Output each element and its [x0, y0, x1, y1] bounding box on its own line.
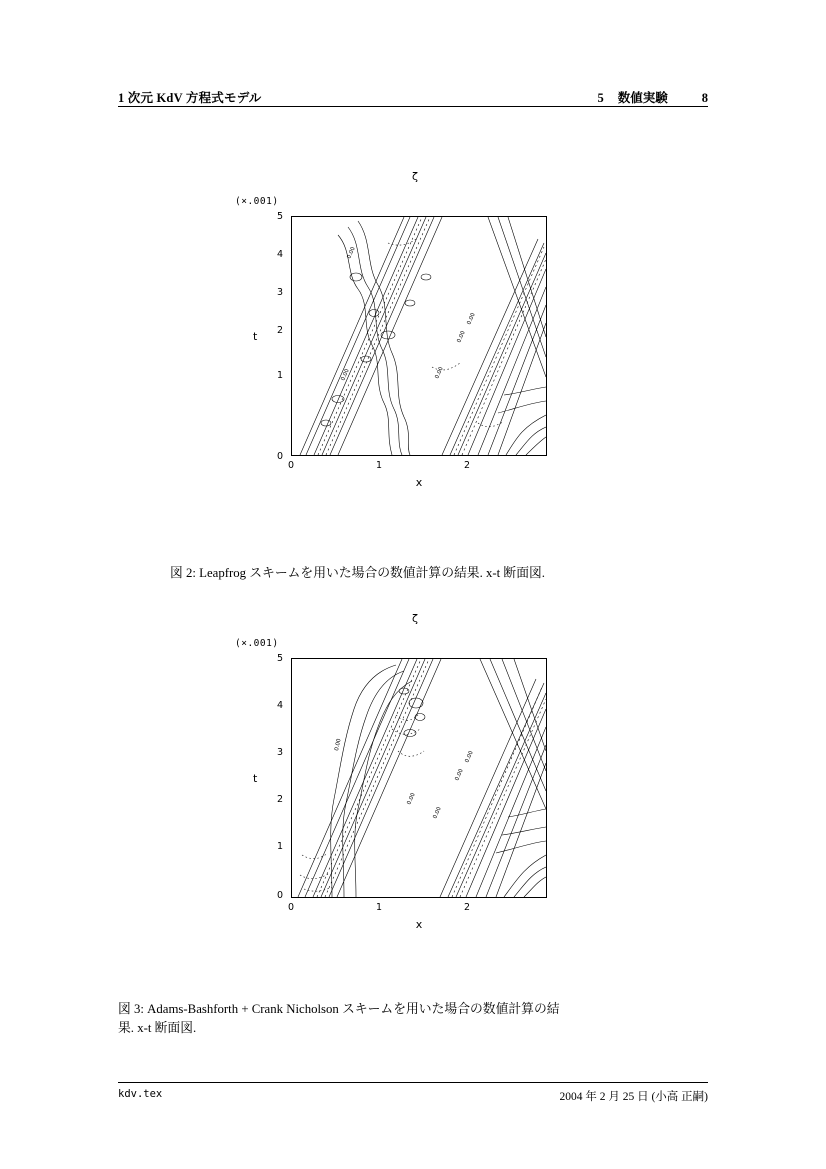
- figure-2-plot: [225, 170, 605, 500]
- y-tick-2: 2: [276, 794, 283, 805]
- y-tick-1: 1: [276, 841, 283, 852]
- x-tick-1: 1: [375, 902, 383, 913]
- figure-3-caption-line2: 果. x-t 断面図.: [118, 1020, 197, 1035]
- contour-inline-label: 0.00: [406, 792, 417, 806]
- contour-inline-label: 0.00: [340, 368, 351, 382]
- plot-title: ζ: [412, 612, 418, 625]
- figure-2-caption: 図 2: Leapfrog スキームを用いた場合の数値計算の結果. x-t 断面図.: [170, 566, 545, 580]
- plot-y-axis-label: t: [253, 330, 258, 343]
- y-tick-0: 0: [276, 890, 283, 901]
- contour-inline-label: 0.00: [434, 366, 445, 380]
- y-tick-5: 5: [276, 653, 283, 664]
- running-head-section-title: 数値実験: [617, 91, 668, 105]
- y-tick-1: 1: [276, 370, 283, 381]
- x-tick-2: 2: [463, 460, 471, 471]
- contour-inline-label: 0.00: [456, 330, 467, 344]
- running-head-left-title: 1 次元 KdV 方程式モデル: [118, 91, 262, 105]
- plot-y-axis-label: t: [253, 772, 258, 785]
- x-tick-0: 0: [287, 460, 295, 471]
- y-tick-4: 4: [276, 700, 283, 711]
- plot-title: ζ: [412, 170, 418, 183]
- running-head-section-number: 5: [597, 91, 604, 105]
- contour-plot-area: [291, 658, 547, 898]
- y-tick-3: 3: [276, 287, 283, 298]
- x-tick-2: 2: [463, 902, 471, 913]
- x-tick-1: 1: [375, 460, 383, 471]
- footer-filename: kdv.tex: [118, 1088, 163, 1100]
- contour-inline-label: 0.00: [346, 246, 357, 260]
- header-rule: [118, 106, 708, 107]
- running-head: [118, 88, 708, 106]
- figure-3-caption: [118, 1000, 708, 1037]
- y-tick-3: 3: [276, 747, 283, 758]
- contour-inline-label: 0.00: [466, 312, 477, 326]
- figure-2: [0, 170, 826, 580]
- plot-x-axis-label: x: [415, 476, 423, 489]
- figure-3: [0, 612, 826, 1035]
- plot-units-note: (×.001): [235, 196, 279, 207]
- footer-rule: [118, 1082, 708, 1083]
- contour-inline-label: 0.00: [454, 768, 465, 782]
- plot-x-axis-label: x: [415, 918, 423, 931]
- figure-3-caption-line1: 図 3: Adams-Bashforth + Crank Nicholson スキームを用いた場合の数値計算の結: [118, 1002, 560, 1016]
- y-tick-5: 5: [276, 211, 283, 222]
- footer-date-author: 2004 年 2 月 25 日 (小高 正嗣): [559, 1091, 708, 1103]
- y-tick-4: 4: [276, 249, 283, 260]
- contour-inline-label: 0.00: [334, 738, 343, 752]
- page-footer: [118, 1088, 708, 1104]
- y-tick-2: 2: [276, 325, 283, 336]
- plot-units-note: (×.001): [235, 638, 279, 649]
- contour-plot-area: [291, 216, 547, 456]
- figure-3-plot: [225, 612, 605, 942]
- contour-inline-label: 0.00: [432, 806, 443, 820]
- contour-inline-label: 0.00: [464, 750, 475, 764]
- running-head-page-number: 8: [701, 91, 708, 105]
- x-tick-0: 0: [287, 902, 295, 913]
- y-tick-0: 0: [276, 451, 283, 462]
